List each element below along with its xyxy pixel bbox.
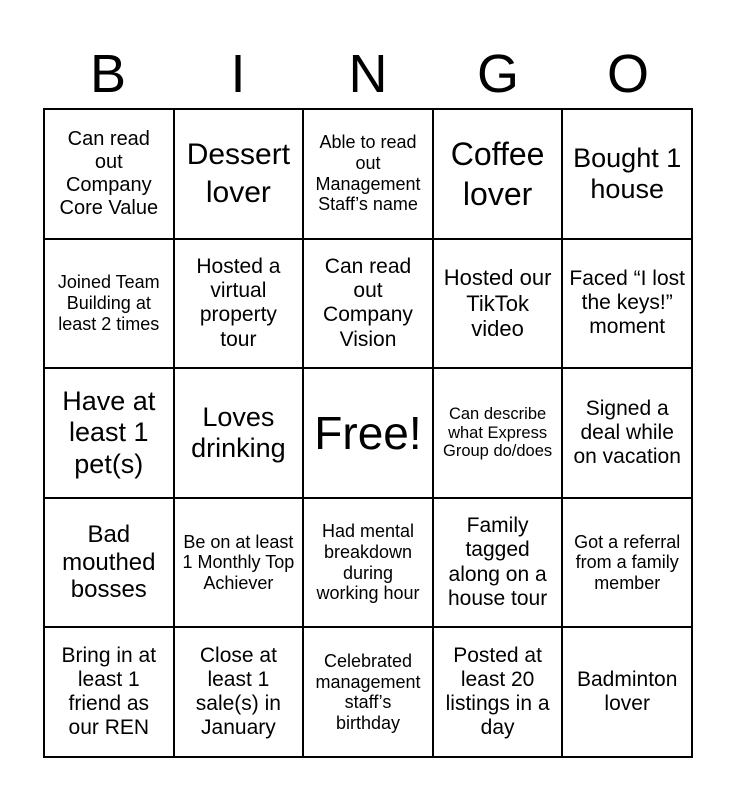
bingo-cell[interactable]: Had mental breakdown during working hour: [303, 498, 433, 628]
bingo-cell[interactable]: Can describe what Express Group do/does: [433, 368, 563, 498]
bingo-cell[interactable]: Posted at least 20 listings in a day: [433, 627, 563, 757]
bingo-cell[interactable]: Have at least 1 pet(s): [44, 368, 174, 498]
header-letter-g: G: [476, 44, 519, 104]
bingo-cell[interactable]: Loves drinking: [174, 368, 304, 498]
bingo-cell[interactable]: Dessert lover: [174, 109, 304, 239]
header-letter-b: B: [89, 44, 127, 104]
bingo-cell[interactable]: Family tagged along on a house tour: [433, 498, 563, 628]
free-cell[interactable]: Free!: [303, 368, 433, 498]
bingo-cell[interactable]: Able to read out Management Staff’s name: [303, 109, 433, 239]
bingo-cell[interactable]: Celebrated management staff’s birthday: [303, 627, 433, 757]
header-letter-n: N: [348, 44, 388, 104]
bingo-grid: [43, 108, 693, 758]
bingo-cell[interactable]: Be on at least 1 Monthly Top Achiever: [174, 498, 304, 628]
bingo-cell[interactable]: Hosted our TikTok video: [433, 239, 563, 369]
bingo-cell[interactable]: Faced “I lost the keys!” moment: [562, 239, 692, 369]
bingo-cell[interactable]: Joined Team Building at least 2 times: [44, 239, 174, 369]
bingo-cell[interactable]: Hosted a virtual property tour: [174, 239, 304, 369]
bingo-cell[interactable]: Close at least 1 sale(s) in January: [174, 627, 304, 757]
bingo-cell[interactable]: Can read out Company Vision: [303, 239, 433, 369]
bingo-header: [43, 40, 693, 108]
bingo-cell[interactable]: Coffee lover: [433, 109, 563, 239]
bingo-cell[interactable]: Can read out Company Core Value: [44, 109, 174, 239]
bingo-cell[interactable]: Bought 1 house: [562, 109, 692, 239]
bingo-cell[interactable]: Got a referral from a family member: [562, 498, 692, 628]
bingo-cell[interactable]: Bring in at least 1 friend as our REN: [44, 627, 174, 757]
header-letter-i: I: [230, 44, 246, 104]
bingo-cell[interactable]: Bad mouthed bosses: [44, 498, 174, 628]
header-letter-o: O: [606, 44, 649, 104]
bingo-cell[interactable]: Badminton lover: [562, 627, 692, 757]
bingo-cell[interactable]: Signed a deal while on vacation: [562, 368, 692, 498]
